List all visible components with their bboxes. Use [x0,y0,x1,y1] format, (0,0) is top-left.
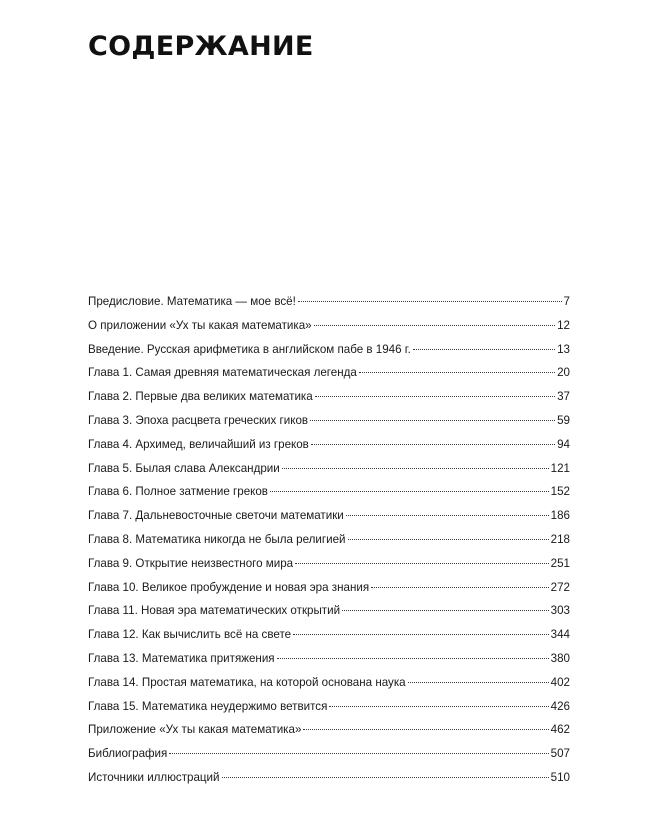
toc-entry-page: 186 [550,509,570,523]
dot-leader [359,372,555,373]
toc-entry-label: Предисловие. Математика — мое всё! [88,295,296,308]
toc-entry-chapter-13[interactable] [88,647,570,671]
dot-leader [298,301,562,302]
toc-entry-page: 218 [550,532,570,546]
dot-leader [270,491,549,492]
toc-entry-page: 344 [550,628,570,642]
toc-entry-chapter-2[interactable] [88,385,570,409]
dot-leader [408,682,549,683]
toc-entry-chapter-6[interactable] [88,480,570,504]
toc-entry-page: 13 [557,342,570,356]
toc-entry-illustration-sources[interactable] [88,766,570,790]
toc-entry-label: Глава 4. Архимед, величайший из греков [88,437,309,451]
toc-entry-page: 37 [557,390,570,404]
toc-entry-label: Глава 5. Былая слава Александрии [88,461,280,475]
toc-entry-label: Глава 11. Новая эра математических открытий [88,604,341,618]
toc-entry-label: Глава 10. Великое пробуждение и новая эра знания [88,580,370,594]
toc-entry-page: 380 [550,651,570,665]
toc-entry-label: Глава 1. Самая древняя математическая легенда [88,366,357,380]
toc-entry-preface[interactable] [88,290,570,314]
toc-entry-label: Глава 8. Математика никогда не была религией [88,532,346,546]
toc-entry-label: Глава 3. Эпоха расцвета греческих гиков [88,413,309,427]
toc-entry-label: Библиография [88,747,168,761]
toc-entry-page: 507 [550,747,570,761]
toc-entry-label: О приложении «Ух ты какая математика» [88,318,312,332]
toc-entry-page: 402 [550,675,570,689]
dot-leader [277,658,549,659]
toc-entry-page: 462 [550,723,570,737]
toc-entry-page: 20 [557,366,570,380]
dot-leader [303,729,548,730]
toc-entry-page: 426 [550,699,570,713]
toc-entry-label: Глава 9. Открытие неизвестного мира [88,556,294,570]
dot-leader [169,753,548,754]
dot-leader [293,634,549,635]
dot-leader [282,468,549,469]
toc-entry-chapter-8[interactable] [88,528,570,552]
toc-entry-label: Глава 2. Первые два великих математика [88,390,313,404]
toc-entry-page: 121 [550,461,570,475]
toc-entry-chapter-7[interactable] [88,504,570,528]
toc-entry-chapter-1[interactable] [88,361,570,385]
dot-leader [315,396,555,397]
toc-entry-chapter-5[interactable] [88,457,570,481]
toc-entry-label: Глава 14. Простая математика, на которой основана наука [88,675,406,689]
toc-entry-label: Глава 13. Математика притяжения [88,651,275,665]
toc-entry-about-app[interactable] [88,314,570,338]
dot-leader [348,539,549,540]
toc-entry-label: Введение. Русская арифметика в английском пабе в 1946 г. [88,342,411,356]
toc-entry-label: Глава 15. Математика неудержимо ветвится [88,699,328,713]
toc-entry-appendix[interactable] [88,718,570,742]
toc-entry-page: 94 [557,437,570,451]
dot-leader [346,515,549,516]
toc-entry-introduction[interactable] [88,338,570,362]
dot-leader [310,420,555,421]
dot-leader [295,563,549,564]
toc-entry-label: Глава 12. Как вычислить всё на свете [88,628,292,642]
toc-entry-label: Источники иллюстраций [88,770,220,784]
dot-leader [371,587,549,588]
toc-entry-label: Глава 7. Дальневосточные светочи математики [88,509,344,523]
toc-entry-label: Глава 6. Полное затмение греков [88,485,268,499]
dot-leader [342,610,549,611]
toc-entry-chapter-11[interactable] [88,599,570,623]
toc-entry-label: Приложение «Ух ты какая математика» [88,723,302,737]
dot-leader [311,444,555,445]
dot-leader [222,777,549,778]
toc-entry-chapter-14[interactable] [88,671,570,695]
dot-leader [314,325,555,326]
toc-entry-chapter-3[interactable] [88,409,570,433]
toc-entry-page: 272 [550,580,570,594]
toc-entry-page: 7 [563,295,570,308]
toc-entry-page: 251 [550,556,570,570]
dot-leader [413,349,555,350]
dot-leader [329,706,548,707]
toc-entry-chapter-4[interactable] [88,433,570,457]
page-title: СОДЕРЖАНИЕ [88,31,314,62]
toc-entry-chapter-15[interactable] [88,695,570,719]
toc-entry-page: 12 [557,318,570,332]
toc-entry-chapter-10[interactable] [88,576,570,600]
toc-entry-bibliography[interactable] [88,742,570,766]
table-of-contents [88,290,570,790]
toc-entry-page: 303 [550,604,570,618]
toc-entry-page: 510 [550,770,570,784]
toc-entry-chapter-9[interactable] [88,552,570,576]
toc-entry-page: 59 [557,413,570,427]
toc-entry-page: 152 [550,485,570,499]
toc-entry-chapter-12[interactable] [88,623,570,647]
